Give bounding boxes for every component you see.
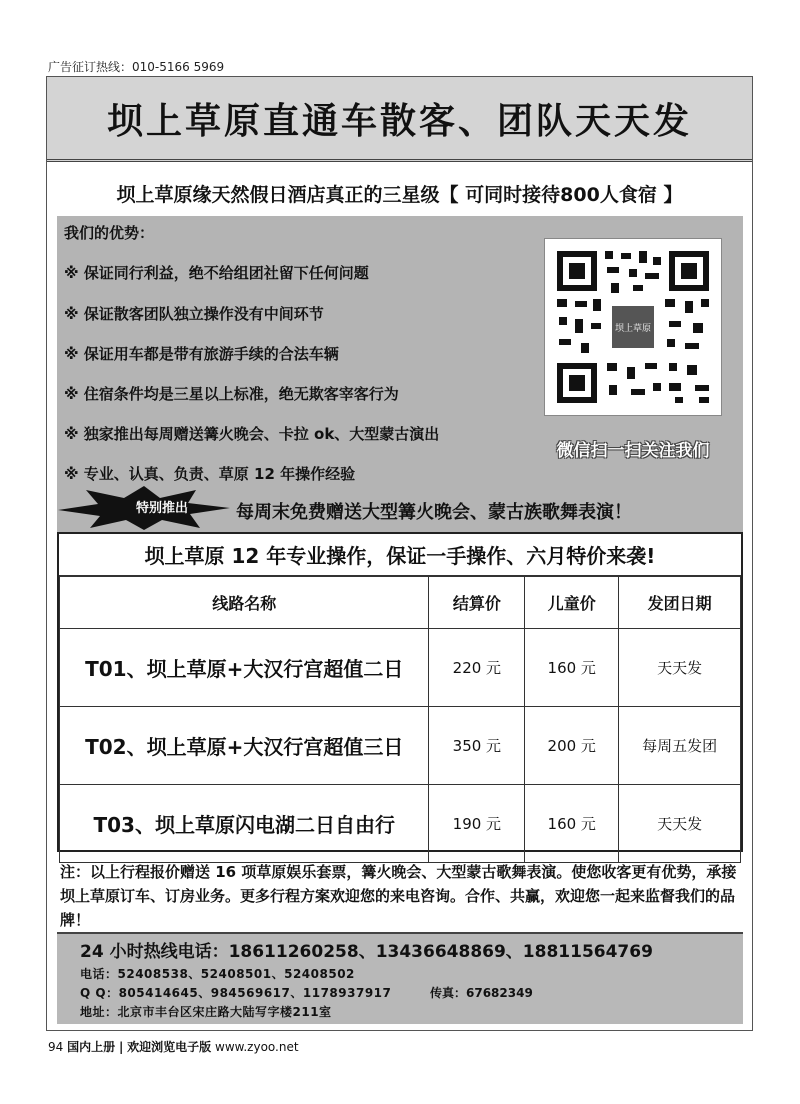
footer-section: 国内上册 bbox=[67, 1040, 116, 1054]
route-name: T02、坝上草原+大汉行宫超值三日 bbox=[60, 707, 429, 785]
advantage-item: ※ 保证用车都是带有旅游手续的合法车辆 bbox=[64, 345, 339, 363]
qr-caption: 微信扫一扫关注我们 bbox=[556, 441, 710, 461]
page-footer: 94 国内上册 | 欢迎浏览电子版 www.zyoo.net bbox=[48, 1040, 299, 1054]
contact-qq: Q Q：805414645、984569617、1178937917 bbox=[80, 986, 392, 1000]
col-header-departure: 发团日期 bbox=[619, 577, 741, 629]
route-child-price: 160 元 bbox=[525, 785, 619, 863]
qr-code-icon bbox=[545, 239, 721, 415]
route-name: T01、坝上草原+大汉行宫超值二日 bbox=[60, 629, 429, 707]
promo-text: 每周末免费赠送大型篝火晚会、蒙古族歌舞表演！ bbox=[236, 502, 632, 523]
table-row bbox=[60, 785, 741, 863]
table-row bbox=[60, 707, 741, 785]
advantage-item: ※ 住宿条件均是三星以上标准，绝无欺客宰客行为 bbox=[64, 385, 399, 403]
contact-fax: 传真：67682349 bbox=[430, 986, 533, 1000]
footer-tagline: 欢迎浏览电子版 bbox=[127, 1040, 212, 1054]
col-header-price: 结算价 bbox=[429, 577, 525, 629]
route-price: 190 元 bbox=[429, 785, 525, 863]
ad-title: 坝上草原直通车散客、团队天天发 bbox=[106, 100, 692, 142]
price-note: 注：以上行程报价赠送 16 项草原娱乐套票，篝火晚会、大型蒙古歌舞表演。使您收客更有优势，承接坝上草原订车、订房业务。更多行程方案欢迎您的来电咨询。合作、共赢，欢迎您一起来监督我们的品牌！ bbox=[60, 863, 737, 929]
table-header-row bbox=[60, 577, 741, 629]
advantage-item: ※ 保证散客团队独立操作没有中间环节 bbox=[64, 305, 324, 323]
advantage-item: ※ 保证同行利益，绝不给组团社留下任何问题 bbox=[64, 264, 369, 282]
qr-logo-label: 坝上草原 bbox=[614, 324, 652, 334]
route-price: 220 元 bbox=[429, 629, 525, 707]
route-departure: 天天发 bbox=[619, 785, 741, 863]
table-title: 坝上草原 12 年专业操作，保证一手操作、六月特价来袭! bbox=[59, 534, 741, 576]
promo-label: 特别推出 bbox=[135, 501, 188, 516]
route-child-price: 160 元 bbox=[525, 629, 619, 707]
footer-url[interactable]: www.zyoo.net bbox=[215, 1040, 299, 1054]
hotel-subtitle: 坝上草原缘天然假日酒店真正的三星级【 可同时接待800人食宿 】 bbox=[116, 183, 683, 206]
qr-code[interactable] bbox=[544, 238, 722, 416]
contact-phone: 电话：52408538、52408501、52408502 bbox=[80, 967, 355, 981]
page-number: 94 bbox=[48, 1040, 64, 1054]
col-header-route: 线路名称 bbox=[60, 577, 429, 629]
table-row bbox=[60, 629, 741, 707]
advantage-item: ※ 专业、认真、负责、草原 12 年操作经验 bbox=[64, 465, 356, 483]
advantage-item: ※ 独家推出每周赠送篝火晚会、卡拉 ok、大型蒙古演出 bbox=[64, 425, 440, 443]
route-child-price: 200 元 bbox=[525, 707, 619, 785]
ad-hotline: 广告征订热线：010-5166 5969 bbox=[48, 60, 225, 74]
route-price-table bbox=[59, 576, 741, 863]
route-departure: 天天发 bbox=[619, 629, 741, 707]
route-name: T03、坝上草原闪电湖二日自由行 bbox=[60, 785, 429, 863]
title-banner bbox=[47, 77, 752, 162]
route-price: 350 元 bbox=[429, 707, 525, 785]
contact-address: 地址：北京市丰台区宋庄路大陆写字楼211室 bbox=[80, 1005, 332, 1019]
col-header-child-price: 儿童价 bbox=[525, 577, 619, 629]
hotline-24h: 24 小时热线电话：18611260258、13436648869、18811564769 bbox=[80, 942, 653, 962]
route-departure: 每周五发团 bbox=[619, 707, 741, 785]
advantages-heading: 我们的优势： bbox=[64, 224, 155, 242]
